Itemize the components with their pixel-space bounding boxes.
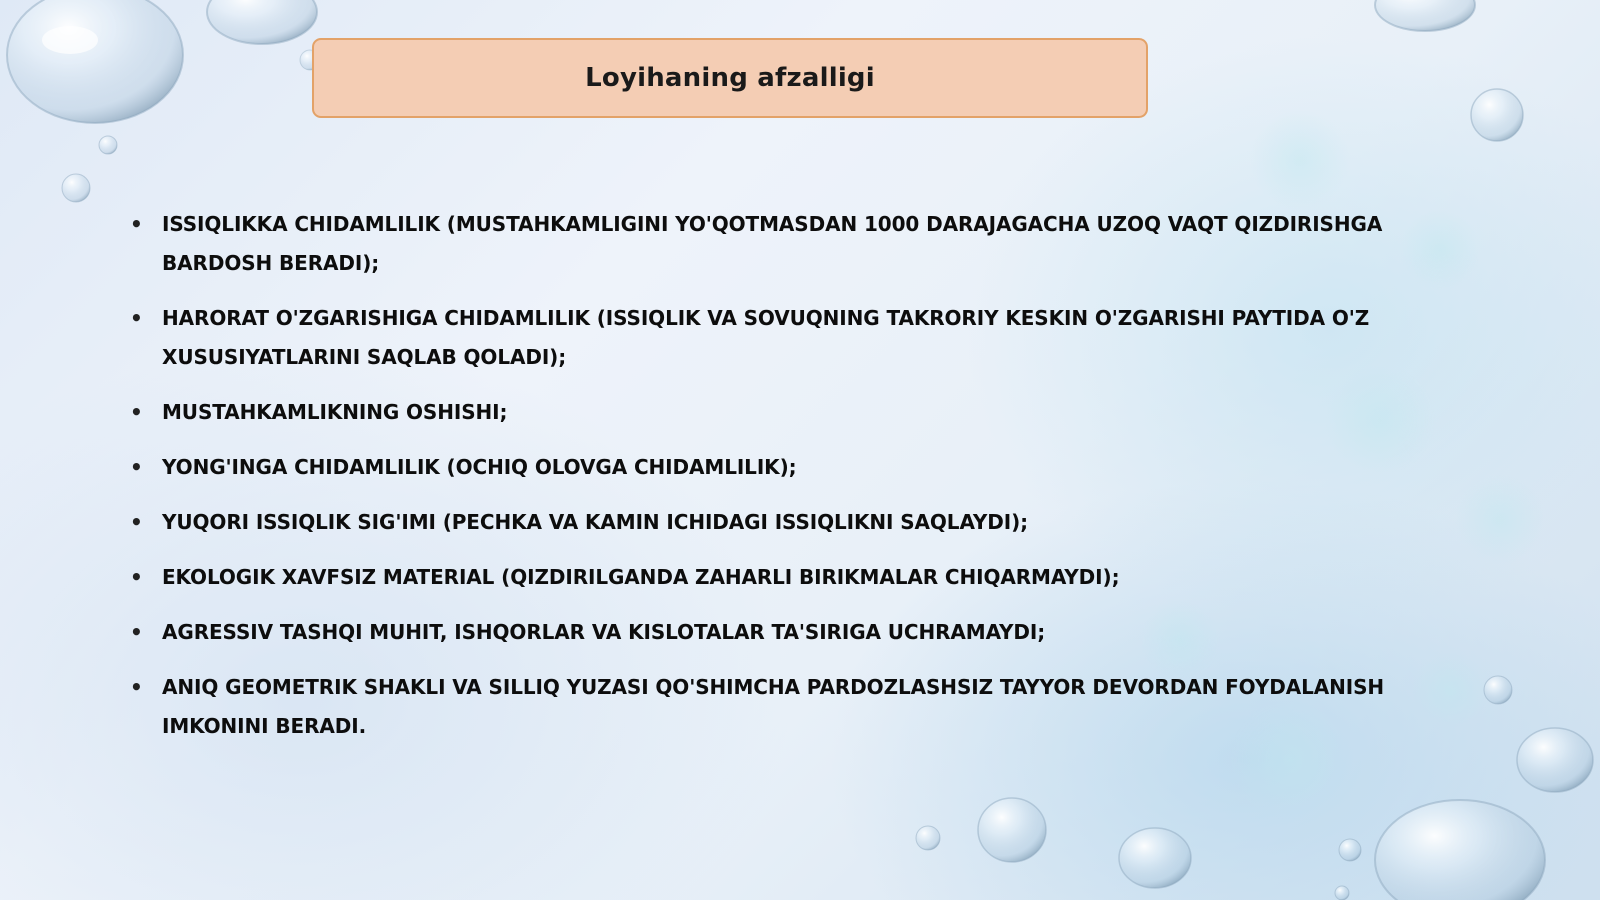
water-drop-icon [1335,886,1349,900]
water-drop-icon [7,0,183,123]
water-drop-icon [1484,676,1512,704]
water-drop-icon [62,174,90,202]
list-item [130,668,1430,746]
water-drop-icon [207,0,317,44]
list-item-text: YUQORI ISSIQLIK SIG'IMI (PECHKA VA KAMIN ICHIDAGI ISSIQLIKNI SAQLAYDI); [162,510,1029,534]
water-drop-icon [99,136,117,154]
list-item [130,393,1430,432]
title-box [312,38,1148,118]
bullet-marker: • [130,620,143,644]
bullet-marker: • [130,675,143,699]
list-item-text: YONG'INGA CHIDAMLILIK (OCHIQ OLOVGA CHIDAMLILIK); [162,455,797,479]
page-title: Loyihaning afzalligi [585,63,875,93]
water-drop-icon [978,798,1046,862]
list-item [130,503,1430,542]
list-item [130,205,1430,283]
bullet-marker: • [130,565,143,589]
list-item-text: ISSIQLIKKA CHIDAMLILIK (MUSTAHKAMLIGINI YO'QOTMASDAN 1000 DARAJAGACHA UZOQ VAQT QIZDIRISHGA BARDOSH BERADI); [162,212,1383,275]
list-item [130,613,1430,652]
water-drop-icon [916,826,940,850]
list-item-text: EKOLOGIK XAVFSIZ MATERIAL (QIZDIRILGANDA ZAHARLI BIRIKMALAR CHIQARMAYDI); [162,565,1120,589]
water-drop-icon [1517,728,1593,792]
water-drop-icon [1375,800,1545,900]
list-item [130,558,1430,597]
bullet-marker: • [130,400,143,424]
bullet-marker: • [130,306,143,330]
water-drop-icon [1339,839,1361,861]
water-drop-icon [1471,89,1523,141]
bullet-list [130,205,1430,762]
list-item [130,299,1430,377]
water-drop-icon [1375,0,1475,31]
bullet-marker: • [130,510,143,534]
list-item [130,448,1430,487]
list-item-text: MUSTAHKAMLIKNING OSHISHI; [162,400,508,424]
water-drop-icon [1119,828,1191,888]
bullet-marker: • [130,455,143,479]
list-item-text: HARORAT O'ZGARISHIGA CHIDAMLILIK (ISSIQLIK VA SOVUQNING TAKRORIY KESKIN O'ZGARISHI PAYTIDA O'Z XUSUSIYATLARINI SAQLAB QOLADI); [162,306,1370,369]
list-item-text: ANIQ GEOMETRIK SHAKLI VA SILLIQ YUZASI QO'SHIMCHA PARDOZLASHSIZ TAYYOR DEVORDAN FOYDALANISH IMKONINI BERADI. [162,675,1385,738]
list-item-text: AGRESSIV TASHQI MUHIT, ISHQORLAR VA KISLOTALAR TA'SIRIGA UCHRAMAYDI; [162,620,1046,644]
bullet-marker: • [130,212,143,236]
